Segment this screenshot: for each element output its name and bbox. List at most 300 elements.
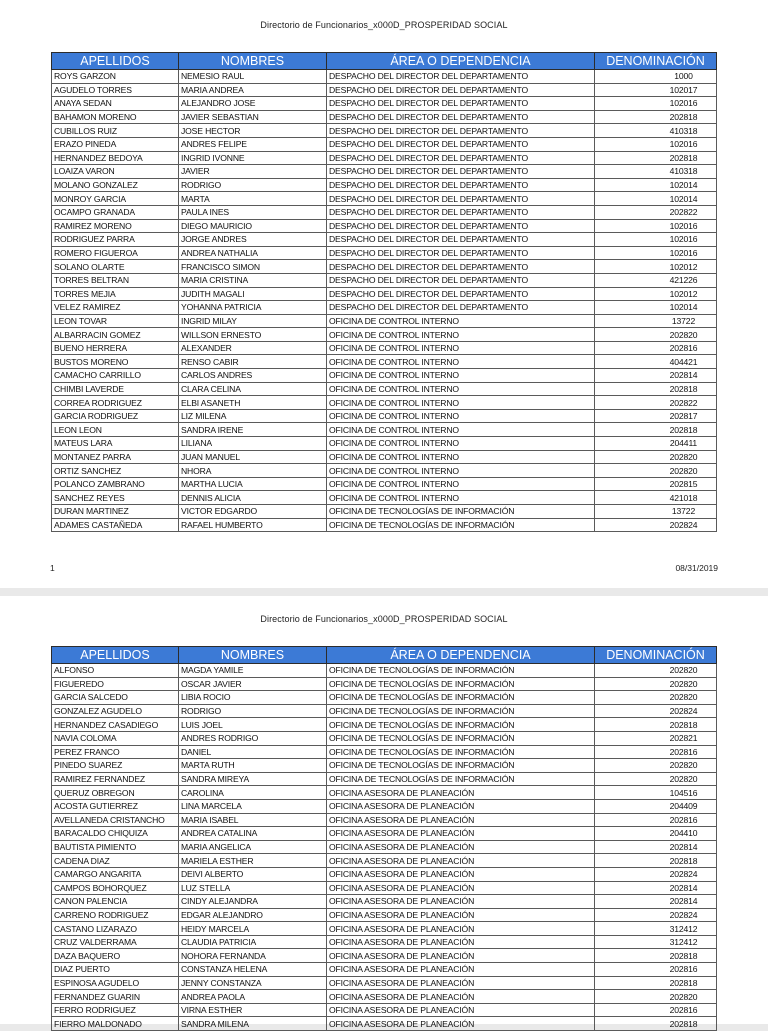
table-row bbox=[52, 341, 717, 355]
cell-area: OFICINA DE TECNOLOGÍAS DE INFORMACIÓN bbox=[327, 745, 595, 759]
table-row bbox=[52, 990, 717, 1004]
table-row bbox=[52, 963, 717, 977]
cell-area: OFICINA ASESORA DE PLANEACIÓN bbox=[327, 854, 595, 868]
table-row bbox=[52, 881, 717, 895]
table-row bbox=[52, 786, 717, 800]
cell-area: OFICINA DE CONTROL INTERNO bbox=[327, 477, 595, 491]
table-row bbox=[52, 1003, 717, 1017]
cell-nombres: JUDITH MAGALI bbox=[179, 287, 327, 301]
table-row bbox=[52, 301, 717, 315]
cell-apellidos: SOLANO OLARTE bbox=[52, 260, 179, 274]
cell-area: OFICINA DE CONTROL INTERNO bbox=[327, 409, 595, 423]
column-header-denominacion: DENOMINACIÓN bbox=[595, 53, 717, 70]
cell-nombres: HEIDY MARCELA bbox=[179, 922, 327, 936]
cell-nombres: DEIVI ALBERTO bbox=[179, 867, 327, 881]
cell-denominacion: 1000 bbox=[595, 70, 717, 84]
table-row bbox=[52, 137, 717, 151]
cell-area: OFICINA DE CONTROL INTERNO bbox=[327, 491, 595, 505]
cell-apellidos: MATEUS LARA bbox=[52, 437, 179, 451]
cell-nombres: WILLSON ERNESTO bbox=[179, 328, 327, 342]
cell-nombres: OSCAR JAVIER bbox=[179, 677, 327, 691]
cell-nombres: LIBIA ROCIO bbox=[179, 691, 327, 705]
cell-area: DESPACHO DEL DIRECTOR DEL DEPARTAMENTO bbox=[327, 178, 595, 192]
cell-area: OFICINA DE CONTROL INTERNO bbox=[327, 437, 595, 451]
cell-area: DESPACHO DEL DIRECTOR DEL DEPARTAMENTO bbox=[327, 110, 595, 124]
cell-denominacion: 202818 bbox=[595, 976, 717, 990]
table-row bbox=[52, 124, 717, 138]
cell-apellidos: BAUTISTA PIMIENTO bbox=[52, 840, 179, 854]
cell-nombres: JAVIER bbox=[179, 165, 327, 179]
cell-denominacion: 202820 bbox=[595, 772, 717, 786]
cell-nombres: CAROLINA bbox=[179, 786, 327, 800]
table-row bbox=[52, 854, 717, 868]
cell-apellidos: AGUDELO TORRES bbox=[52, 83, 179, 97]
cell-nombres: ANDREA NATHALIA bbox=[179, 246, 327, 260]
cell-apellidos: CAMACHO CARRILLO bbox=[52, 369, 179, 383]
document-title: Directorio de Funcionarios_x000D_PROSPERIDAD SOCIAL bbox=[260, 20, 508, 30]
cell-denominacion: 202822 bbox=[595, 396, 717, 410]
table-row bbox=[52, 369, 717, 383]
table-row bbox=[52, 382, 717, 396]
cell-area: DESPACHO DEL DIRECTOR DEL DEPARTAMENTO bbox=[327, 273, 595, 287]
cell-area: DESPACHO DEL DIRECTOR DEL DEPARTAMENTO bbox=[327, 205, 595, 219]
cell-area: OFICINA DE CONTROL INTERNO bbox=[327, 423, 595, 437]
cell-area: OFICINA DE TECNOLOGÍAS DE INFORMACIÓN bbox=[327, 691, 595, 705]
column-header-area: ÁREA O DEPENDENCIA bbox=[327, 53, 595, 70]
cell-denominacion: 102016 bbox=[595, 97, 717, 111]
table-row bbox=[52, 731, 717, 745]
table-row bbox=[52, 409, 717, 423]
cell-area: DESPACHO DEL DIRECTOR DEL DEPARTAMENTO bbox=[327, 301, 595, 315]
cell-nombres: JAVIER SEBASTIAN bbox=[179, 110, 327, 124]
table-row bbox=[52, 759, 717, 773]
cell-area: OFICINA DE CONTROL INTERNO bbox=[327, 382, 595, 396]
cell-area: OFICINA ASESORA DE PLANEACIÓN bbox=[327, 976, 595, 990]
cell-nombres: SANDRA MILENA bbox=[179, 1017, 327, 1031]
table-row bbox=[52, 314, 717, 328]
cell-apellidos: ADAMES CASTAÑEDA bbox=[52, 518, 179, 532]
table-row bbox=[52, 704, 717, 718]
cell-area: DESPACHO DEL DIRECTOR DEL DEPARTAMENTO bbox=[327, 137, 595, 151]
column-header-nombres: NOMBRES bbox=[179, 53, 327, 70]
cell-denominacion: 202816 bbox=[595, 813, 717, 827]
cell-area: OFICINA ASESORA DE PLANEACIÓN bbox=[327, 922, 595, 936]
table-row bbox=[52, 97, 717, 111]
cell-area: OFICINA DE CONTROL INTERNO bbox=[327, 450, 595, 464]
cell-area: OFICINA DE CONTROL INTERNO bbox=[327, 369, 595, 383]
table-row bbox=[52, 110, 717, 124]
cell-nombres: LILIANA bbox=[179, 437, 327, 451]
cell-denominacion: 102017 bbox=[595, 83, 717, 97]
table-row bbox=[52, 867, 717, 881]
cell-denominacion: 202814 bbox=[595, 895, 717, 909]
cell-denominacion: 404421 bbox=[595, 355, 717, 369]
cell-nombres: NEMESIO RAUL bbox=[179, 70, 327, 84]
cell-nombres: VIRNA ESTHER bbox=[179, 1003, 327, 1017]
cell-apellidos: CUBILLOS RUIZ bbox=[52, 124, 179, 138]
cell-nombres: FRANCISCO SIMON bbox=[179, 260, 327, 274]
cell-apellidos: VELEZ RAMIREZ bbox=[52, 301, 179, 315]
cell-apellidos: MONROY GARCIA bbox=[52, 192, 179, 206]
cell-nombres: CARLOS ANDRES bbox=[179, 369, 327, 383]
cell-nombres: MAGDA YAMILE bbox=[179, 664, 327, 678]
cell-area: OFICINA DE TECNOLOGÍAS DE INFORMACIÓN bbox=[327, 664, 595, 678]
cell-apellidos: AVELLANEDA CRISTANCHO bbox=[52, 813, 179, 827]
table-row bbox=[52, 827, 717, 841]
cell-denominacion: 202816 bbox=[595, 745, 717, 759]
cell-area: OFICINA DE TECNOLOGÍAS DE INFORMACIÓN bbox=[327, 704, 595, 718]
table-row bbox=[52, 813, 717, 827]
cell-denominacion: 202818 bbox=[595, 110, 717, 124]
cell-apellidos: NAVIA COLOMA bbox=[52, 731, 179, 745]
cell-denominacion: 202817 bbox=[595, 409, 717, 423]
cell-apellidos: FIERRO MALDONADO bbox=[52, 1017, 179, 1031]
table-row bbox=[52, 273, 717, 287]
cell-nombres: CINDY ALEJANDRA bbox=[179, 895, 327, 909]
cell-apellidos: RAMIREZ FERNANDEZ bbox=[52, 772, 179, 786]
cell-apellidos: RODRIGUEZ PARRA bbox=[52, 233, 179, 247]
table-row bbox=[52, 260, 717, 274]
table-row bbox=[52, 205, 717, 219]
cell-area: OFICINA ASESORA DE PLANEACIÓN bbox=[327, 1017, 595, 1031]
cell-apellidos: CADENA DIAZ bbox=[52, 854, 179, 868]
cell-area: DESPACHO DEL DIRECTOR DEL DEPARTAMENTO bbox=[327, 151, 595, 165]
cell-denominacion: 102016 bbox=[595, 137, 717, 151]
cell-denominacion: 202820 bbox=[595, 677, 717, 691]
cell-denominacion: 202824 bbox=[595, 867, 717, 881]
cell-area: DESPACHO DEL DIRECTOR DEL DEPARTAMENTO bbox=[327, 70, 595, 84]
cell-denominacion: 202820 bbox=[595, 450, 717, 464]
cell-denominacion: 202820 bbox=[595, 328, 717, 342]
cell-nombres: PAULA INES bbox=[179, 205, 327, 219]
cell-nombres: RENSO CABIR bbox=[179, 355, 327, 369]
cell-denominacion: 312412 bbox=[595, 935, 717, 949]
table-row bbox=[52, 219, 717, 233]
cell-area: DESPACHO DEL DIRECTOR DEL DEPARTAMENTO bbox=[327, 260, 595, 274]
document-page-2 bbox=[0, 596, 768, 1029]
cell-denominacion: 202814 bbox=[595, 881, 717, 895]
cell-apellidos: TORRES MEJIA bbox=[52, 287, 179, 301]
cell-apellidos: POLANCO ZAMBRANO bbox=[52, 477, 179, 491]
cell-area: OFICINA ASESORA DE PLANEACIÓN bbox=[327, 935, 595, 949]
table-row bbox=[52, 677, 717, 691]
cell-nombres: MARTHA LUCIA bbox=[179, 477, 327, 491]
cell-denominacion: 312412 bbox=[595, 922, 717, 936]
cell-denominacion: 202820 bbox=[595, 990, 717, 1004]
column-header-nombres: NOMBRES bbox=[179, 647, 327, 664]
cell-apellidos: ROYS GARZON bbox=[52, 70, 179, 84]
cell-apellidos: TORRES BELTRAN bbox=[52, 273, 179, 287]
cell-nombres: EDGAR ALEJANDRO bbox=[179, 908, 327, 922]
cell-area: DESPACHO DEL DIRECTOR DEL DEPARTAMENTO bbox=[327, 124, 595, 138]
cell-apellidos: CHIMBI LAVERDE bbox=[52, 382, 179, 396]
cell-nombres: MARIA ANGELICA bbox=[179, 840, 327, 854]
cell-denominacion: 202824 bbox=[595, 908, 717, 922]
table-row bbox=[52, 505, 717, 519]
table-row bbox=[52, 922, 717, 936]
cell-area: OFICINA DE TECNOLOGÍAS DE INFORMACIÓN bbox=[327, 772, 595, 786]
cell-area: OFICINA DE CONTROL INTERNO bbox=[327, 328, 595, 342]
cell-apellidos: ORTIZ SANCHEZ bbox=[52, 464, 179, 478]
cell-area: OFICINA DE TECNOLOGÍAS DE INFORMACIÓN bbox=[327, 759, 595, 773]
cell-apellidos: ROMERO FIGUEROA bbox=[52, 246, 179, 260]
cell-denominacion: 202818 bbox=[595, 854, 717, 868]
cell-area: DESPACHO DEL DIRECTOR DEL DEPARTAMENTO bbox=[327, 233, 595, 247]
cell-nombres: MARTA RUTH bbox=[179, 759, 327, 773]
cell-area: OFICINA ASESORA DE PLANEACIÓN bbox=[327, 881, 595, 895]
cell-area: OFICINA ASESORA DE PLANEACIÓN bbox=[327, 813, 595, 827]
cell-area: OFICINA DE CONTROL INTERNO bbox=[327, 355, 595, 369]
cell-nombres: RAFAEL HUMBERTO bbox=[179, 518, 327, 532]
cell-apellidos: ANAYA SEDAN bbox=[52, 97, 179, 111]
cell-nombres: NHORA bbox=[179, 464, 327, 478]
cell-apellidos: RAMIREZ MORENO bbox=[52, 219, 179, 233]
cell-nombres: INGRID IVONNE bbox=[179, 151, 327, 165]
cell-apellidos: BARACALDO CHIQUIZA bbox=[52, 827, 179, 841]
page-date: 08/31/2019 bbox=[675, 563, 718, 573]
cell-area: OFICINA DE TECNOLOGÍAS DE INFORMACIÓN bbox=[327, 518, 595, 532]
cell-apellidos: QUERUZ OBREGON bbox=[52, 786, 179, 800]
cell-nombres: YOHANNA PATRICIA bbox=[179, 301, 327, 315]
cell-apellidos: HERNANDEZ BEDOYA bbox=[52, 151, 179, 165]
cell-area: OFICINA ASESORA DE PLANEACIÓN bbox=[327, 827, 595, 841]
cell-denominacion: 410318 bbox=[595, 165, 717, 179]
cell-area: OFICINA ASESORA DE PLANEACIÓN bbox=[327, 908, 595, 922]
cell-area: OFICINA DE TECNOLOGÍAS DE INFORMACIÓN bbox=[327, 505, 595, 519]
cell-nombres: MARIA ANDREA bbox=[179, 83, 327, 97]
cell-nombres: MARIELA ESTHER bbox=[179, 854, 327, 868]
cell-denominacion: 202820 bbox=[595, 759, 717, 773]
table-row bbox=[52, 437, 717, 451]
cell-apellidos: BUSTOS MORENO bbox=[52, 355, 179, 369]
cell-area: OFICINA ASESORA DE PLANEACIÓN bbox=[327, 786, 595, 800]
cell-nombres: ELBI ASANETH bbox=[179, 396, 327, 410]
cell-denominacion: 202818 bbox=[595, 382, 717, 396]
cell-apellidos: PEREZ FRANCO bbox=[52, 745, 179, 759]
cell-denominacion: 202818 bbox=[595, 949, 717, 963]
cell-denominacion: 102016 bbox=[595, 233, 717, 247]
cell-denominacion: 202818 bbox=[595, 718, 717, 732]
cell-denominacion: 202822 bbox=[595, 205, 717, 219]
cell-nombres: ANDRES FELIPE bbox=[179, 137, 327, 151]
cell-nombres: SANDRA MIREYA bbox=[179, 772, 327, 786]
cell-area: DESPACHO DEL DIRECTOR DEL DEPARTAMENTO bbox=[327, 219, 595, 233]
table-row bbox=[52, 908, 717, 922]
cell-apellidos: CORREA RODRIGUEZ bbox=[52, 396, 179, 410]
cell-nombres: ALEJANDRO JOSE bbox=[179, 97, 327, 111]
cell-nombres: LUIS JOEL bbox=[179, 718, 327, 732]
cell-apellidos: ESPINOSA AGUDELO bbox=[52, 976, 179, 990]
cell-area: OFICINA ASESORA DE PLANEACIÓN bbox=[327, 949, 595, 963]
cell-apellidos: MONTANEZ PARRA bbox=[52, 450, 179, 464]
cell-denominacion: 421018 bbox=[595, 491, 717, 505]
table-row bbox=[52, 464, 717, 478]
cell-denominacion: 202818 bbox=[595, 151, 717, 165]
cell-nombres: JOSE HECTOR bbox=[179, 124, 327, 138]
cell-nombres: SANDRA IRENE bbox=[179, 423, 327, 437]
cell-denominacion: 202814 bbox=[595, 840, 717, 854]
cell-nombres: MARIA ISABEL bbox=[179, 813, 327, 827]
cell-nombres: LINA MARCELA bbox=[179, 799, 327, 813]
table-row bbox=[52, 895, 717, 909]
cell-apellidos: DAZA BAQUERO bbox=[52, 949, 179, 963]
table-row bbox=[52, 664, 717, 678]
cell-nombres: CONSTANZA HELENA bbox=[179, 963, 327, 977]
cell-denominacion: 202818 bbox=[595, 423, 717, 437]
cell-apellidos: CAMPOS BOHORQUEZ bbox=[52, 881, 179, 895]
cell-denominacion: 202820 bbox=[595, 664, 717, 678]
cell-apellidos: LEON TOVAR bbox=[52, 314, 179, 328]
cell-denominacion: 202818 bbox=[595, 1017, 717, 1031]
cell-denominacion: 204410 bbox=[595, 827, 717, 841]
cell-apellidos: FIGUEREDO bbox=[52, 677, 179, 691]
cell-apellidos: GONZALEZ AGUDELO bbox=[52, 704, 179, 718]
document-title: Directorio de Funcionarios_x000D_PROSPERIDAD SOCIAL bbox=[260, 614, 508, 624]
table-row bbox=[52, 178, 717, 192]
cell-area: DESPACHO DEL DIRECTOR DEL DEPARTAMENTO bbox=[327, 83, 595, 97]
cell-area: DESPACHO DEL DIRECTOR DEL DEPARTAMENTO bbox=[327, 287, 595, 301]
cell-denominacion: 102012 bbox=[595, 260, 717, 274]
cell-area: OFICINA ASESORA DE PLANEACIÓN bbox=[327, 990, 595, 1004]
table-row bbox=[52, 396, 717, 410]
table-row bbox=[52, 450, 717, 464]
table-row bbox=[52, 246, 717, 260]
cell-apellidos: ERAZO PINEDA bbox=[52, 137, 179, 151]
cell-nombres: JUAN MANUEL bbox=[179, 450, 327, 464]
cell-denominacion: 13722 bbox=[595, 314, 717, 328]
cell-apellidos: CASTANO LIZARAZO bbox=[52, 922, 179, 936]
table-row bbox=[52, 935, 717, 949]
cell-area: OFICINA ASESORA DE PLANEACIÓN bbox=[327, 799, 595, 813]
cell-nombres: DENNIS ALICIA bbox=[179, 491, 327, 505]
cell-denominacion: 202814 bbox=[595, 369, 717, 383]
cell-area: OFICINA ASESORA DE PLANEACIÓN bbox=[327, 963, 595, 977]
cell-nombres: INGRID MILAY bbox=[179, 314, 327, 328]
table-row bbox=[52, 477, 717, 491]
cell-nombres: NOHORA FERNANDA bbox=[179, 949, 327, 963]
cell-apellidos: LOAIZA VARON bbox=[52, 165, 179, 179]
cell-apellidos: CRUZ VALDERRAMA bbox=[52, 935, 179, 949]
cell-denominacion: 13722 bbox=[595, 505, 717, 519]
cell-area: OFICINA DE CONTROL INTERNO bbox=[327, 341, 595, 355]
cell-apellidos: PINEDO SUAREZ bbox=[52, 759, 179, 773]
cell-denominacion: 102014 bbox=[595, 192, 717, 206]
cell-denominacion: 204411 bbox=[595, 437, 717, 451]
cell-apellidos: OCAMPO GRANADA bbox=[52, 205, 179, 219]
cell-apellidos: LEON LEON bbox=[52, 423, 179, 437]
cell-apellidos: DIAZ PUERTO bbox=[52, 963, 179, 977]
cell-area: OFICINA ASESORA DE PLANEACIÓN bbox=[327, 840, 595, 854]
table-row bbox=[52, 423, 717, 437]
cell-apellidos: ALBARRACIN GOMEZ bbox=[52, 328, 179, 342]
directory-table bbox=[51, 646, 717, 1031]
cell-apellidos: DURAN MARTINEZ bbox=[52, 505, 179, 519]
cell-denominacion: 104516 bbox=[595, 786, 717, 800]
table-row bbox=[52, 799, 717, 813]
cell-nombres: MARIA CRISTINA bbox=[179, 273, 327, 287]
cell-area: DESPACHO DEL DIRECTOR DEL DEPARTAMENTO bbox=[327, 165, 595, 179]
cell-denominacion: 202815 bbox=[595, 477, 717, 491]
cell-nombres: RODRIGO bbox=[179, 178, 327, 192]
table-row bbox=[52, 192, 717, 206]
cell-apellidos: GARCIA SALCEDO bbox=[52, 691, 179, 705]
table-row bbox=[52, 328, 717, 342]
column-header-apellidos: APELLIDOS bbox=[52, 53, 179, 70]
table-row bbox=[52, 949, 717, 963]
cell-area: OFICINA DE CONTROL INTERNO bbox=[327, 396, 595, 410]
cell-nombres: JORGE ANDRES bbox=[179, 233, 327, 247]
cell-nombres: ANDREA PAOLA bbox=[179, 990, 327, 1004]
cell-apellidos: ACOSTA GUTIERREZ bbox=[52, 799, 179, 813]
cell-area: OFICINA DE TECNOLOGÍAS DE INFORMACIÓN bbox=[327, 731, 595, 745]
cell-area: OFICINA DE TECNOLOGÍAS DE INFORMACIÓN bbox=[327, 718, 595, 732]
cell-area: OFICINA ASESORA DE PLANEACIÓN bbox=[327, 1003, 595, 1017]
cell-apellidos: BUENO HERRERA bbox=[52, 341, 179, 355]
table-row bbox=[52, 976, 717, 990]
cell-apellidos: CANON PALENCIA bbox=[52, 895, 179, 909]
cell-nombres: ANDREA CATALINA bbox=[179, 827, 327, 841]
cell-area: DESPACHO DEL DIRECTOR DEL DEPARTAMENTO bbox=[327, 97, 595, 111]
cell-nombres: ALEXANDER bbox=[179, 341, 327, 355]
table-row bbox=[52, 491, 717, 505]
cell-apellidos: BAHAMON MORENO bbox=[52, 110, 179, 124]
cell-denominacion: 202816 bbox=[595, 341, 717, 355]
cell-apellidos: HERNANDEZ CASADIEGO bbox=[52, 718, 179, 732]
directory-table bbox=[51, 52, 717, 532]
table-row bbox=[52, 165, 717, 179]
header-row bbox=[52, 53, 717, 70]
table-row bbox=[52, 70, 717, 84]
table-row bbox=[52, 355, 717, 369]
column-header-apellidos: APELLIDOS bbox=[52, 647, 179, 664]
cell-area: OFICINA DE CONTROL INTERNO bbox=[327, 314, 595, 328]
page-number: 1 bbox=[50, 563, 55, 573]
cell-area: DESPACHO DEL DIRECTOR DEL DEPARTAMENTO bbox=[327, 192, 595, 206]
cell-nombres: CLAUDIA PATRICIA bbox=[179, 935, 327, 949]
table-row bbox=[52, 233, 717, 247]
cell-nombres: CLARA CELINA bbox=[179, 382, 327, 396]
cell-denominacion: 421226 bbox=[595, 273, 717, 287]
cell-denominacion: 204409 bbox=[595, 799, 717, 813]
cell-denominacion: 410318 bbox=[595, 124, 717, 138]
cell-denominacion: 202816 bbox=[595, 1003, 717, 1017]
column-header-area: ÁREA O DEPENDENCIA bbox=[327, 647, 595, 664]
cell-apellidos: SANCHEZ REYES bbox=[52, 491, 179, 505]
cell-area: OFICINA ASESORA DE PLANEACIÓN bbox=[327, 895, 595, 909]
cell-area: OFICINA DE CONTROL INTERNO bbox=[327, 464, 595, 478]
cell-apellidos: FERRO RODRIGUEZ bbox=[52, 1003, 179, 1017]
cell-area: OFICINA DE TECNOLOGÍAS DE INFORMACIÓN bbox=[327, 677, 595, 691]
table-row bbox=[52, 287, 717, 301]
cell-apellidos: ALFONSO bbox=[52, 664, 179, 678]
table-row bbox=[52, 718, 717, 732]
header-row bbox=[52, 647, 717, 664]
cell-denominacion: 102014 bbox=[595, 178, 717, 192]
cell-denominacion: 102014 bbox=[595, 301, 717, 315]
table-row bbox=[52, 151, 717, 165]
cell-denominacion: 202824 bbox=[595, 704, 717, 718]
cell-denominacion: 202816 bbox=[595, 963, 717, 977]
cell-nombres: LIZ MILENA bbox=[179, 409, 327, 423]
cell-apellidos: GARCIA RODRIGUEZ bbox=[52, 409, 179, 423]
table-row bbox=[52, 518, 717, 532]
table-row bbox=[52, 772, 717, 786]
cell-denominacion: 202820 bbox=[595, 691, 717, 705]
cell-denominacion: 102016 bbox=[595, 219, 717, 233]
cell-apellidos: FERNANDEZ GUARIN bbox=[52, 990, 179, 1004]
cell-apellidos: CAMARGO ANGARITA bbox=[52, 867, 179, 881]
cell-nombres: RODRIGO bbox=[179, 704, 327, 718]
